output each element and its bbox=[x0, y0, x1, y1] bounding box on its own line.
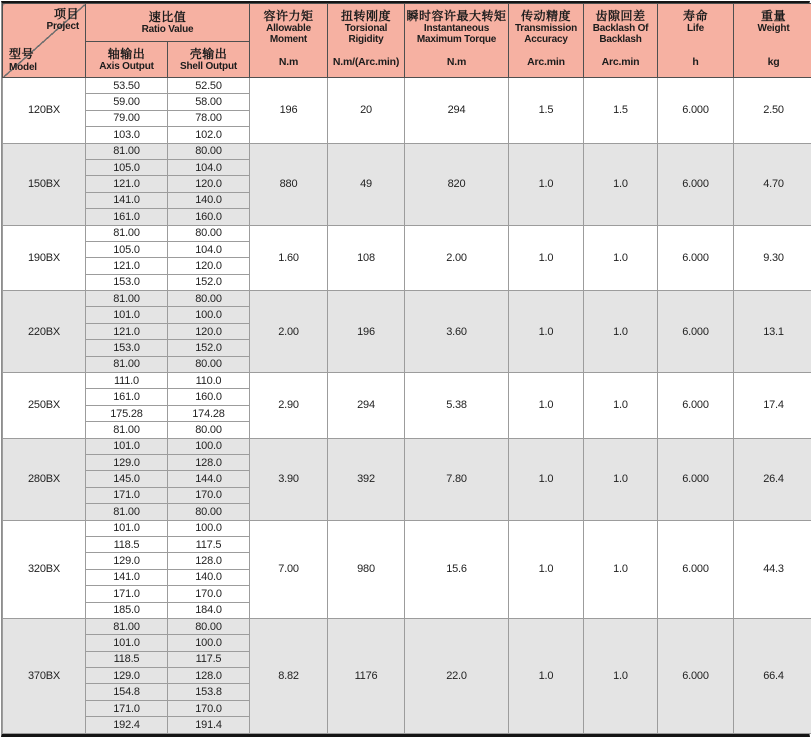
model-cell: 370BX bbox=[3, 618, 86, 733]
corner-header-cell bbox=[3, 4, 86, 78]
table-body bbox=[3, 78, 811, 734]
torsional-rigidity-cell: 392 bbox=[328, 438, 405, 520]
axis-output-cell: 81.00 bbox=[86, 143, 168, 159]
model-cell: 150BX bbox=[3, 143, 86, 225]
transmission-accuracy-cell: 1.0 bbox=[509, 291, 584, 373]
shell-output-cell: 117.5 bbox=[168, 651, 250, 667]
axis-output-cell: 171.0 bbox=[86, 586, 168, 602]
shell-output-cell: 153.8 bbox=[168, 684, 250, 700]
weight-cell: 2.50 bbox=[734, 78, 811, 144]
instantaneous-torque-cell: 2.00 bbox=[405, 225, 509, 291]
axis-output-cell: 161.0 bbox=[86, 389, 168, 405]
torsional-rigidity-unit: N.m/(Arc.min) bbox=[333, 57, 399, 69]
weight-cell: 66.4 bbox=[734, 618, 811, 733]
shell-output-cell: 170.0 bbox=[168, 700, 250, 716]
shell-output-cell: 160.0 bbox=[168, 389, 250, 405]
shell-output-cell: 100.0 bbox=[168, 438, 250, 454]
allowable-moment-header bbox=[250, 4, 328, 78]
instantaneous-torque-cell: 5.38 bbox=[405, 373, 509, 439]
axis-output-cell: 79.00 bbox=[86, 110, 168, 126]
life-cell: 6.000 bbox=[658, 438, 734, 520]
shell-output-cell: 102.0 bbox=[168, 127, 250, 143]
shell-output-en: Shell Output bbox=[168, 61, 249, 72]
axis-output-cell: 161.0 bbox=[86, 209, 168, 225]
axis-output-cell: 105.0 bbox=[86, 159, 168, 175]
allowable-moment-cell: 196 bbox=[250, 78, 328, 144]
backlash-cell: 1.0 bbox=[584, 291, 658, 373]
axis-output-cell: 171.0 bbox=[86, 700, 168, 716]
shell-output-cell: 152.0 bbox=[168, 340, 250, 356]
instantaneous-torque-cell: 3.60 bbox=[405, 291, 509, 373]
shell-output-cell: 110.0 bbox=[168, 373, 250, 389]
weight-cell: 9.30 bbox=[734, 225, 811, 291]
axis-output-header bbox=[86, 42, 168, 78]
backlash-cell: 1.0 bbox=[584, 143, 658, 225]
shell-output-cell: 144.0 bbox=[168, 471, 250, 487]
shell-output-cell: 120.0 bbox=[168, 176, 250, 192]
axis-output-cell: 101.0 bbox=[86, 438, 168, 454]
axis-output-cell: 101.0 bbox=[86, 520, 168, 536]
weight-cell: 13.1 bbox=[734, 291, 811, 373]
axis-output-cell: 153.0 bbox=[86, 340, 168, 356]
model-cell: 320BX bbox=[3, 520, 86, 618]
shell-output-cell: 174.28 bbox=[168, 405, 250, 421]
shell-output-cell: 80.00 bbox=[168, 143, 250, 159]
axis-output-zh: 轴输出 bbox=[86, 47, 167, 61]
shell-output-cell: 80.00 bbox=[168, 225, 250, 241]
shell-output-cell: 78.00 bbox=[168, 110, 250, 126]
table-row bbox=[3, 78, 811, 94]
shell-output-cell: 191.4 bbox=[168, 717, 250, 733]
allowable-moment-cell: 8.82 bbox=[250, 618, 328, 733]
axis-output-cell: 101.0 bbox=[86, 635, 168, 651]
torsional-rigidity-zh: 扭转刚度 bbox=[329, 9, 403, 23]
axis-output-cell: 101.0 bbox=[86, 307, 168, 323]
axis-output-cell: 145.0 bbox=[86, 471, 168, 487]
axis-output-cell: 103.0 bbox=[86, 127, 168, 143]
axis-output-cell: 154.8 bbox=[86, 684, 168, 700]
life-cell: 6.000 bbox=[658, 225, 734, 291]
axis-output-cell: 141.0 bbox=[86, 569, 168, 585]
shell-output-cell: 104.0 bbox=[168, 241, 250, 257]
corner-model-zh: 型号 bbox=[9, 47, 37, 61]
allowable-moment-cell: 1.60 bbox=[250, 225, 328, 291]
weight-zh: 重量 bbox=[758, 9, 790, 23]
transmission-accuracy-cell: 1.0 bbox=[509, 373, 584, 439]
weight-cell: 4.70 bbox=[734, 143, 811, 225]
axis-output-cell: 118.5 bbox=[86, 536, 168, 552]
weight-cell: 17.4 bbox=[734, 373, 811, 439]
shell-output-header bbox=[168, 42, 250, 78]
allowable-moment-cell: 3.90 bbox=[250, 438, 328, 520]
torsional-rigidity-cell: 1176 bbox=[328, 618, 405, 733]
torsional-rigidity-en: Torsional Rigidity bbox=[329, 23, 403, 45]
torsional-rigidity-cell: 108 bbox=[328, 225, 405, 291]
transmission-accuracy-cell: 1.0 bbox=[509, 438, 584, 520]
torsional-rigidity-cell: 980 bbox=[328, 520, 405, 618]
transmission-accuracy-zh: 传动精度 bbox=[510, 9, 582, 23]
table-row bbox=[3, 291, 811, 307]
transmission-accuracy-header bbox=[509, 4, 584, 78]
shell-output-cell: 104.0 bbox=[168, 159, 250, 175]
life-cell: 6.000 bbox=[658, 520, 734, 618]
shell-output-cell: 80.00 bbox=[168, 356, 250, 372]
shell-output-cell: 117.5 bbox=[168, 536, 250, 552]
ratio-header-zh: 速比值 bbox=[86, 10, 249, 24]
shell-output-cell: 140.0 bbox=[168, 192, 250, 208]
weight-header bbox=[734, 4, 811, 78]
axis-output-cell: 111.0 bbox=[86, 373, 168, 389]
backlash-cell: 1.0 bbox=[584, 618, 658, 733]
corner-model-label bbox=[9, 47, 37, 73]
life-header bbox=[658, 4, 734, 78]
backlash-cell: 1.5 bbox=[584, 78, 658, 144]
transmission-accuracy-cell: 1.0 bbox=[509, 225, 584, 291]
axis-output-cell: 105.0 bbox=[86, 241, 168, 257]
ratio-value-header bbox=[86, 4, 250, 42]
shell-output-cell: 100.0 bbox=[168, 307, 250, 323]
axis-output-cell: 153.0 bbox=[86, 274, 168, 290]
axis-output-cell: 81.00 bbox=[86, 356, 168, 372]
table-row bbox=[3, 225, 811, 241]
instantaneous-torque-unit: N.m bbox=[447, 57, 466, 69]
instantaneous-torque-cell: 15.6 bbox=[405, 520, 509, 618]
transmission-accuracy-en: Transmission Accuracy bbox=[510, 23, 582, 45]
weight-cell: 26.4 bbox=[734, 438, 811, 520]
shell-output-cell: 170.0 bbox=[168, 586, 250, 602]
shell-output-cell: 140.0 bbox=[168, 569, 250, 585]
shell-output-cell: 184.0 bbox=[168, 602, 250, 618]
torsional-rigidity-cell: 20 bbox=[328, 78, 405, 144]
table-row bbox=[3, 143, 811, 159]
backlash-cell: 1.0 bbox=[584, 225, 658, 291]
backlash-zh: 齿隙回差 bbox=[585, 9, 656, 23]
backlash-en: Backlash Of Backlash bbox=[585, 23, 656, 45]
axis-output-cell: 129.0 bbox=[86, 668, 168, 684]
shell-output-cell: 100.0 bbox=[168, 520, 250, 536]
shell-output-cell: 152.0 bbox=[168, 274, 250, 290]
life-cell: 6.000 bbox=[658, 143, 734, 225]
model-cell: 120BX bbox=[3, 78, 86, 144]
axis-output-cell: 81.00 bbox=[86, 291, 168, 307]
table-row bbox=[3, 373, 811, 389]
weight-unit: kg bbox=[768, 57, 780, 69]
allowable-moment-zh: 容许力矩 bbox=[251, 9, 326, 23]
corner-project-zh: 项目 bbox=[46, 7, 79, 21]
transmission-accuracy-cell: 1.0 bbox=[509, 143, 584, 225]
axis-output-cell: 185.0 bbox=[86, 602, 168, 618]
shell-output-cell: 120.0 bbox=[168, 323, 250, 339]
shell-output-cell: 80.00 bbox=[168, 618, 250, 634]
spec-table-frame bbox=[1, 1, 810, 737]
allowable-moment-cell: 2.90 bbox=[250, 373, 328, 439]
life-cell: 6.000 bbox=[658, 373, 734, 439]
axis-output-cell: 129.0 bbox=[86, 553, 168, 569]
transmission-accuracy-cell: 1.5 bbox=[509, 78, 584, 144]
torsional-rigidity-cell: 49 bbox=[328, 143, 405, 225]
axis-output-cell: 192.4 bbox=[86, 717, 168, 733]
life-unit: h bbox=[692, 57, 698, 69]
transmission-accuracy-cell: 1.0 bbox=[509, 520, 584, 618]
instantaneous-torque-cell: 820 bbox=[405, 143, 509, 225]
instantaneous-torque-en: Instantaneous Maximum Torque bbox=[406, 23, 507, 45]
shell-output-cell: 128.0 bbox=[168, 454, 250, 470]
shell-output-cell: 160.0 bbox=[168, 209, 250, 225]
shell-output-cell: 58.00 bbox=[168, 94, 250, 110]
backlash-cell: 1.0 bbox=[584, 520, 658, 618]
backlash-cell: 1.0 bbox=[584, 373, 658, 439]
allowable-moment-en: Allowable Moment bbox=[251, 23, 326, 45]
torsional-rigidity-cell: 196 bbox=[328, 291, 405, 373]
model-cell: 190BX bbox=[3, 225, 86, 291]
table-row bbox=[3, 438, 811, 454]
axis-output-cell: 81.00 bbox=[86, 225, 168, 241]
life-cell: 6.000 bbox=[658, 291, 734, 373]
instantaneous-torque-cell: 294 bbox=[405, 78, 509, 144]
axis-output-en: Axis Output bbox=[86, 61, 167, 72]
axis-output-cell: 81.00 bbox=[86, 422, 168, 438]
corner-project-label bbox=[46, 7, 79, 33]
life-en: Life bbox=[683, 23, 708, 34]
shell-output-cell: 100.0 bbox=[168, 635, 250, 651]
ratio-header-en: Ratio Value bbox=[86, 24, 249, 35]
axis-output-cell: 59.00 bbox=[86, 94, 168, 110]
axis-output-cell: 175.28 bbox=[86, 405, 168, 421]
shell-output-cell: 80.00 bbox=[168, 422, 250, 438]
table-row bbox=[3, 618, 811, 634]
transmission-accuracy-cell: 1.0 bbox=[509, 618, 584, 733]
axis-output-cell: 118.5 bbox=[86, 651, 168, 667]
table-header bbox=[3, 4, 811, 78]
axis-output-cell: 121.0 bbox=[86, 176, 168, 192]
backlash-unit: Arc.min bbox=[602, 57, 640, 69]
instantaneous-torque-zh: 瞬时容许最大转矩 bbox=[406, 9, 507, 23]
shell-output-zh: 壳输出 bbox=[168, 47, 249, 61]
allowable-moment-unit: N.m bbox=[279, 57, 298, 69]
transmission-accuracy-unit: Arc.min bbox=[527, 57, 565, 69]
axis-output-cell: 81.00 bbox=[86, 618, 168, 634]
instantaneous-torque-cell: 22.0 bbox=[405, 618, 509, 733]
life-cell: 6.000 bbox=[658, 618, 734, 733]
shell-output-cell: 120.0 bbox=[168, 258, 250, 274]
shell-output-cell: 128.0 bbox=[168, 553, 250, 569]
weight-cell: 44.3 bbox=[734, 520, 811, 618]
spec-table bbox=[2, 3, 811, 734]
shell-output-cell: 80.00 bbox=[168, 291, 250, 307]
torsional-rigidity-header bbox=[328, 4, 405, 78]
shell-output-cell: 128.0 bbox=[168, 668, 250, 684]
axis-output-cell: 121.0 bbox=[86, 323, 168, 339]
axis-output-cell: 141.0 bbox=[86, 192, 168, 208]
instantaneous-torque-header bbox=[405, 4, 509, 78]
backlash-cell: 1.0 bbox=[584, 438, 658, 520]
corner-project-en: Project bbox=[46, 21, 79, 32]
weight-en: Weight bbox=[758, 23, 790, 34]
axis-output-cell: 53.50 bbox=[86, 78, 168, 94]
allowable-moment-cell: 7.00 bbox=[250, 520, 328, 618]
life-cell: 6.000 bbox=[658, 78, 734, 144]
shell-output-cell: 170.0 bbox=[168, 487, 250, 503]
axis-output-cell: 171.0 bbox=[86, 487, 168, 503]
allowable-moment-cell: 2.00 bbox=[250, 291, 328, 373]
model-cell: 220BX bbox=[3, 291, 86, 373]
backlash-header bbox=[584, 4, 658, 78]
torsional-rigidity-cell: 294 bbox=[328, 373, 405, 439]
axis-output-cell: 81.00 bbox=[86, 504, 168, 520]
shell-output-cell: 52.50 bbox=[168, 78, 250, 94]
table-row bbox=[3, 520, 811, 536]
shell-output-cell: 80.00 bbox=[168, 504, 250, 520]
model-cell: 280BX bbox=[3, 438, 86, 520]
life-zh: 寿命 bbox=[683, 9, 708, 23]
model-cell: 250BX bbox=[3, 373, 86, 439]
axis-output-cell: 121.0 bbox=[86, 258, 168, 274]
corner-model-en: Model bbox=[9, 62, 37, 73]
instantaneous-torque-cell: 7.80 bbox=[405, 438, 509, 520]
allowable-moment-cell: 880 bbox=[250, 143, 328, 225]
axis-output-cell: 129.0 bbox=[86, 454, 168, 470]
